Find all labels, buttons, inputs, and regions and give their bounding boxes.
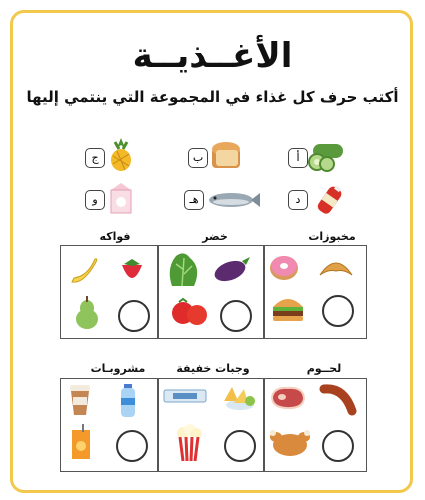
bread-icon (210, 140, 244, 170)
strawberry-icon (118, 255, 146, 287)
coffee-cup-icon (68, 383, 92, 417)
tomato-icon (170, 295, 210, 327)
popcorn-icon (174, 424, 204, 462)
sausage-icon (318, 383, 358, 417)
fish-icon (205, 190, 261, 210)
food-letter-b: ب (188, 148, 208, 168)
food-letter-a: أ (288, 148, 308, 168)
nachos-icon (218, 383, 258, 411)
divider (263, 245, 265, 338)
pineapple-icon (105, 136, 137, 172)
food-letter-d: د (288, 190, 308, 210)
lettuce-icon (164, 250, 204, 288)
group-label-vegetables: خضر (202, 230, 228, 243)
croissant-icon (316, 253, 356, 283)
ketchup-icon (312, 184, 346, 218)
roast-chicken-icon (268, 425, 312, 459)
cracker-pack-icon (163, 387, 207, 405)
group-label-drinks: مشروبـات (90, 362, 146, 375)
water-bottle-icon (118, 384, 138, 418)
cucumber-icon (305, 142, 345, 172)
divider (157, 378, 159, 471)
divider (157, 245, 159, 338)
answer-circle-meat[interactable] (322, 430, 354, 462)
donut-icon (268, 253, 300, 283)
divider (263, 378, 265, 471)
juice-box-icon (68, 424, 94, 460)
food-letter-j: ج (85, 148, 105, 168)
answer-circle-baked[interactable] (322, 295, 354, 327)
pear-icon (72, 295, 102, 329)
answer-circle-vegetables[interactable] (220, 300, 252, 332)
milk-carton-icon (108, 182, 134, 214)
answer-circle-snacks[interactable] (224, 430, 256, 462)
steak-icon (268, 385, 308, 411)
eggplant-icon (212, 255, 252, 283)
group-label-snacks: وجبات خفيفة (176, 362, 250, 375)
banana-icon (68, 254, 102, 288)
instruction-text: أكتب حرف كل غذاء في المجموعة التي ينتمي إليها (26, 88, 399, 106)
burger-icon (270, 293, 306, 323)
answer-circle-drinks[interactable] (116, 430, 148, 462)
group-label-baked: مخبوزات (308, 230, 356, 243)
page-title: الأغــذيــة (132, 36, 293, 76)
group-label-meat: لحــوم (306, 362, 342, 375)
food-letter-w: و (85, 190, 105, 210)
group-label-fruits: فواكه (99, 230, 131, 243)
answer-circle-fruits[interactable] (118, 300, 150, 332)
food-letter-h: هـ (184, 190, 204, 210)
